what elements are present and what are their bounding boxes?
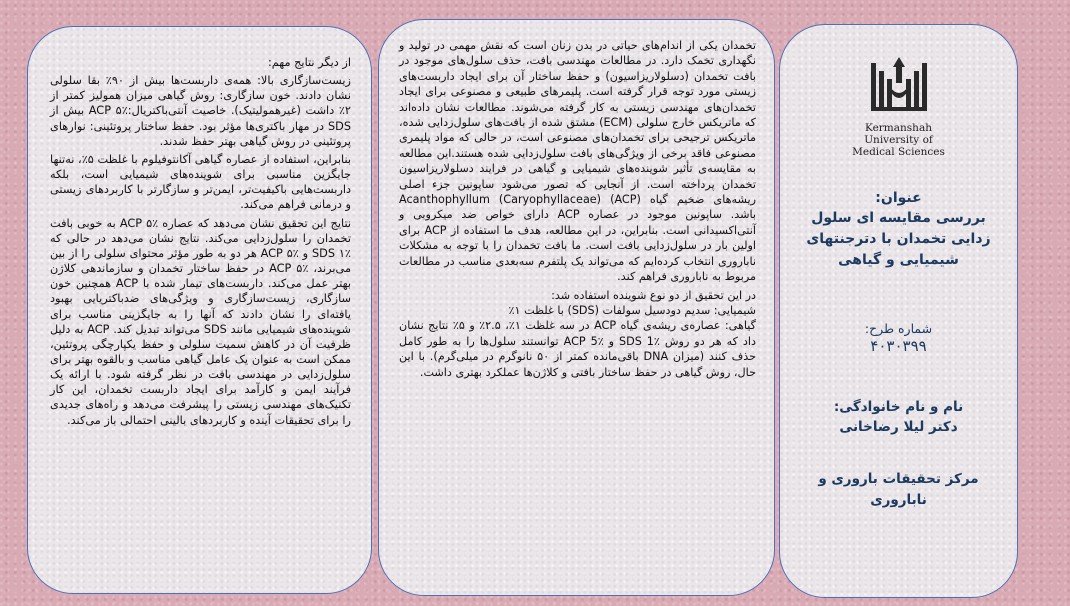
introduction-panel xyxy=(378,19,775,596)
methods-herbal: گیاهی: عصاره‌ی ریشه‌ی گیاه ACP در سه غلظت ۱٪، ۲.۵٪ و ۵٪ نتایج نشان داد که هر دو روش SDS 1٪ و ACP 5٪ توانستند سلول‌ها را به طور کامل حذف کنند (میزان DNA باقی‌مانده کمتر از ۵۰ نانوگرم در میلی‌گرم). با این حال، روش گیاهی در حفظ ساختار بافتی و کلاژن‌ها عملکرد بهتری داشت. xyxy=(399,319,756,379)
introduction-paragraph: تخمدان یکی از اندام‌های حیاتی در بدن زنان است که نقش مهمی در تولید و نگهداری تخمک دارد. در مطالعات مهندسی بافت، حذف سلول‌های موجود در بافت تخمدان (دسلولاریزاسیون) و حفظ ساختار آن برای ایجاد داربست‌های زیستی مورد توجه قرار گرفته است. پلیمرهای طبیعی و مصنوعی برای ایجاد تخمدان‌های مهندسی زیستی به کار گرفته می‌شوند. مطالعات نشان داده‌اند که ماتریکس خارج سلولی (ECM) مشتق شده از بافت‌های سلول‌زدایی شده، ماتریکس ترجیحی برای تخمدان‌های مصنوعی است، در حالی که مواد پلیمری مصنوعی فاقد برخی از ویژگی‌های بافت سلول‌زدایی شده هستند.این مطالعه به مقایسه‌ی تأثیر شوینده‌های شیمیایی و گیاهی در فرایند دسلولاریزاسیون تخمدان پرداخته است. از آنجایی که تصور می‌شود ساپونین جزء اصلی ریشه‌های ضخیم گیاه Acanthophyllum (Caryophyllaceae) (ACP) باشد. ساپونین موجود در عصاره ACP دارای خواص ضد میکروبی و آنتی‌اکسیدانی است. بنابراین، در این مطالعه، هدف ما استفاده از ACP برای اولین بار در سلول‌زدایی بافت است. ما بافت تخمدان را با توجه به مشکلات ناباروری انتخاب کرده‌ایم که می‌تواند یک پلتفرم سه‌بعدی مناسب در مطالعات مربوط به ناباروری فراهم کند. xyxy=(399,39,756,284)
university-name xyxy=(839,122,959,158)
university-line: Medical Sciences xyxy=(852,146,945,158)
university-line: Kermanshah xyxy=(865,122,932,134)
results-paragraph: زیست‌سازگاری بالا: همه‌ی داربست‌ها بیش از ۹۰٪ بقا سلولی نشان دادند. خون سازگاری: روش گیاهی میزان همولیز کمتر از ۲٪ داشت (غیرهمولیتیک). خاصیت آنتی‌باکتریال:ACP ۵٪ بیش از SDS در مهار باکتری‌ها مؤثر بود. حفظ ساختار پروتئینی: نوارهای پروتئینی در روش گیاهی بهتر حفظ شدند. xyxy=(50,74,351,148)
title-label: عنوان: xyxy=(875,190,922,206)
methods-heading: در این تحقیق از دو نوع شوینده استفاده شد: xyxy=(551,288,756,302)
introduction-text xyxy=(399,38,756,380)
university-line: University of xyxy=(864,134,933,146)
project-title: بررسی مقایسه ای سلول زدایی تخمدان با دترجنتهای شیمیایی و گیاهی xyxy=(806,210,991,268)
results-heading: از دیگر نتایج مهم: xyxy=(267,56,351,69)
project-code-label: شماره طرح: xyxy=(864,321,933,336)
researcher-name: دکتر لیلا رضاخانی xyxy=(839,419,958,435)
project-code: ۴۰۳۰۳۹۹ xyxy=(870,337,927,355)
kums-logo-icon xyxy=(839,53,959,158)
title-panel xyxy=(779,24,1018,598)
research-center: مرکز تحقیقات باروری و ناباروری xyxy=(818,471,979,508)
methods-chemical: شیمیایی: سدیم دودسیل سولفات (SDS) با غلظت ۱٪ xyxy=(508,303,756,317)
project-info xyxy=(790,190,1007,511)
results-text xyxy=(50,55,351,428)
name-label: نام و نام خانوادگی: xyxy=(833,399,964,415)
kums-logo-icon-graphic xyxy=(867,53,931,117)
conclusion-paragraph: نتایج این تحقیق نشان می‌دهد که عصاره ACP ۵٪ به خوبی بافت تخمدان را سلول‌زدایی می‌کند. نتایج نشان می‌دهد در حالی که SDS ۱٪ و ACP ۵٪ هر دو به طور مؤثر محتوای سلولی را از بین می‌برند، ACP ۵٪ در حفظ ساختار تخمدان و سازماندهی کلاژن بهتر عمل می‌کند. داربست‌های تیمار شده با ACP همچنین خون سازگاری، زیست‌سازگاری و ویژگی‌های ضدباکتریایی بهبود یافته‌ای را نشان دادند که آنها را به جایگزینی مناسب برای شوینده‌های شیمیایی مانند SDS می‌تواند تبدیل کند. ACP به دلیل ظرفیت آن در کاهش سمیت سلولی و حفظ یکپارچگی پروتئین، ممکن است به عنوان یک عامل گیاهی مناسب و بالقوه بهتر برای سلول‌زدایی در مهندسی بافت در نظر گرفته شود. با ارائه یک فرآیند ایمن و کارآمد برای ایجاد داربست تخمدان، این کار تکنیک‌های مهندسی زیستی را پیشرفت می‌دهد و راه‌های جدیدی را برای تحقیقات آینده و کاربردهای بالینی احتمالی باز می‌کند. xyxy=(50,216,352,427)
results-panel xyxy=(27,26,372,594)
results-paragraph: بنابراین، استفاده از عصاره گیاهی آکانتوفیلوم با غلظت ۵٪، نه‌تنها جایگزین مناسبی برای شوینده‌های شیمیایی است، بلکه داربست‌هایی باکیفیت‌تر، ایمن‌تر و سازگارتر با کاربردهای زیستی و درمانی فراهم می‌کند. xyxy=(50,152,351,212)
